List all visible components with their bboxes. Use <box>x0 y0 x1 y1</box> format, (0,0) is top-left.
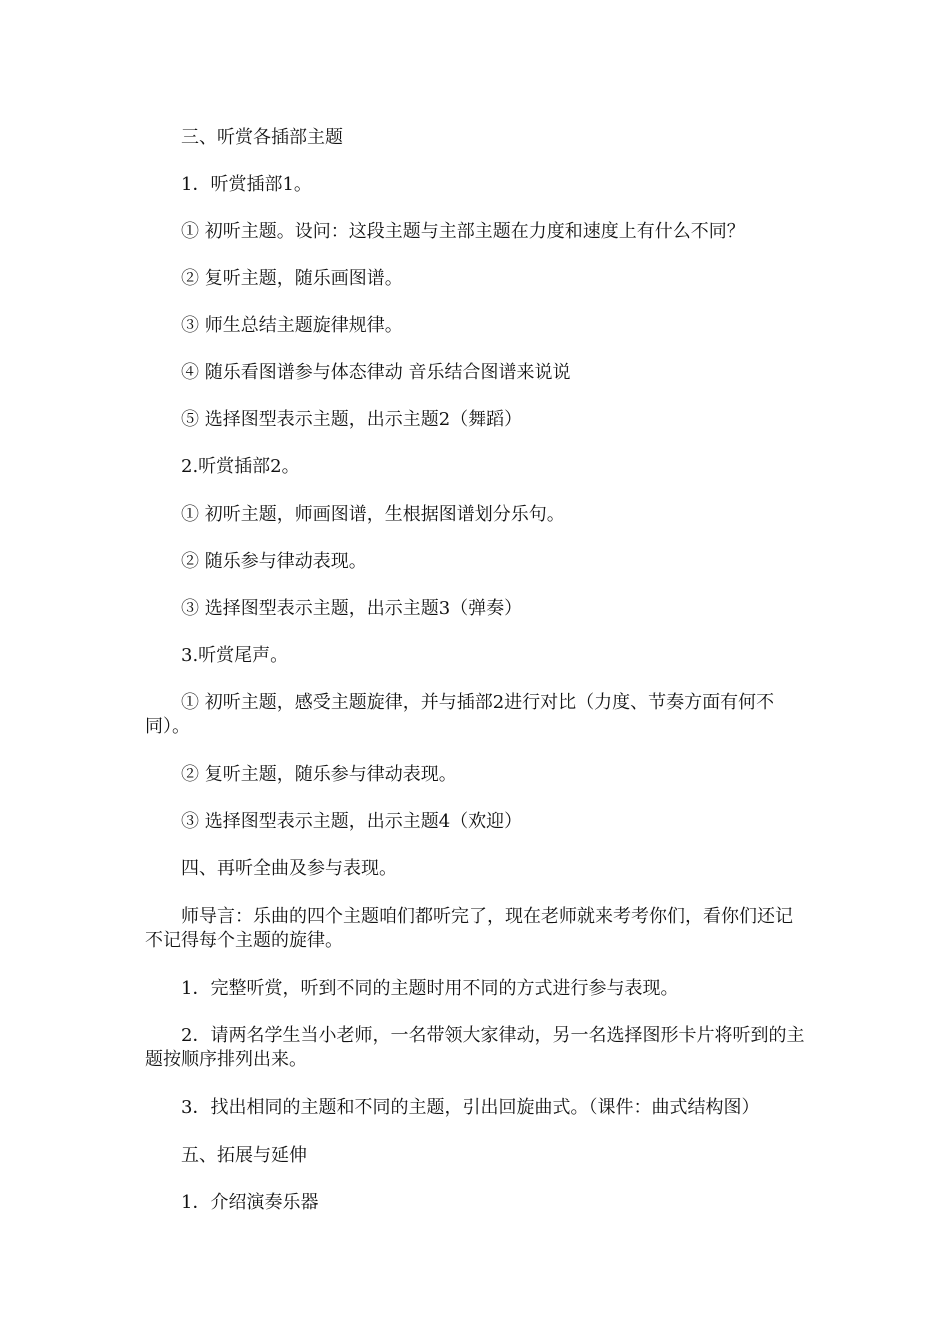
list-item: ① 初听主题，师画图谱，生根据图谱划分乐句。 <box>181 504 565 525</box>
list-item: ⑤ 选择图型表示主题，出示主题2（舞蹈） <box>181 409 523 430</box>
body-paragraph: 师导言：乐曲的四个主题咱们都听完了，现在老师就来考考你们，看你们还记不记得每个主题的旋律。 <box>145 906 793 951</box>
list-item: ② 随乐参与律动表现。 <box>181 551 367 572</box>
subsection-heading-1: 1．听赏插部1。 <box>181 174 312 195</box>
list-item: 3．找出相同的主题和不同的主题，引出回旋曲式。（课件：曲式结构图） <box>181 1097 760 1118</box>
list-item: ④ 随乐看图谱参与体态律动 音乐结合图谱来说说 <box>181 362 571 383</box>
list-item: 1．完整听赏，听到不同的主题时用不同的方式进行参与表现。 <box>181 978 679 999</box>
list-item: 2．请两名学生当小老师，一名带领大家律动，另一名选择图形卡片将听到的主题按顺序排列出来。 <box>145 1025 805 1070</box>
subsection-heading-2: 2.听赏插部2。 <box>181 456 300 477</box>
list-item: ③ 选择图型表示主题，出示主题3（弹奏） <box>181 598 523 619</box>
list-item: ① 初听主题。设问：这段主题与主部主题在力度和速度上有什么不同？ <box>181 221 745 242</box>
section-heading-5: 五、拓展与延伸 <box>181 1145 307 1166</box>
section-heading-3: 三、听赏各插部主题 <box>181 127 343 148</box>
list-item: ② 复听主题，随乐画图谱。 <box>181 268 403 289</box>
list-item: ② 复听主题，随乐参与律动表现。 <box>181 764 457 785</box>
list-item: ③ 师生总结主题旋律规律。 <box>181 315 403 336</box>
subsection-heading-3: 3.听赏尾声。 <box>181 645 289 666</box>
list-item: 1．介绍演奏乐器 <box>181 1192 319 1213</box>
section-heading-4: 四、再听全曲及参与表现。 <box>181 858 397 879</box>
list-item: ① 初听主题，感受主题旋律，并与插部2进行对比（力度、节奏方面有何不同）。 <box>145 692 775 737</box>
list-item: ③ 选择图型表示主题，出示主题4（欢迎） <box>181 811 523 832</box>
